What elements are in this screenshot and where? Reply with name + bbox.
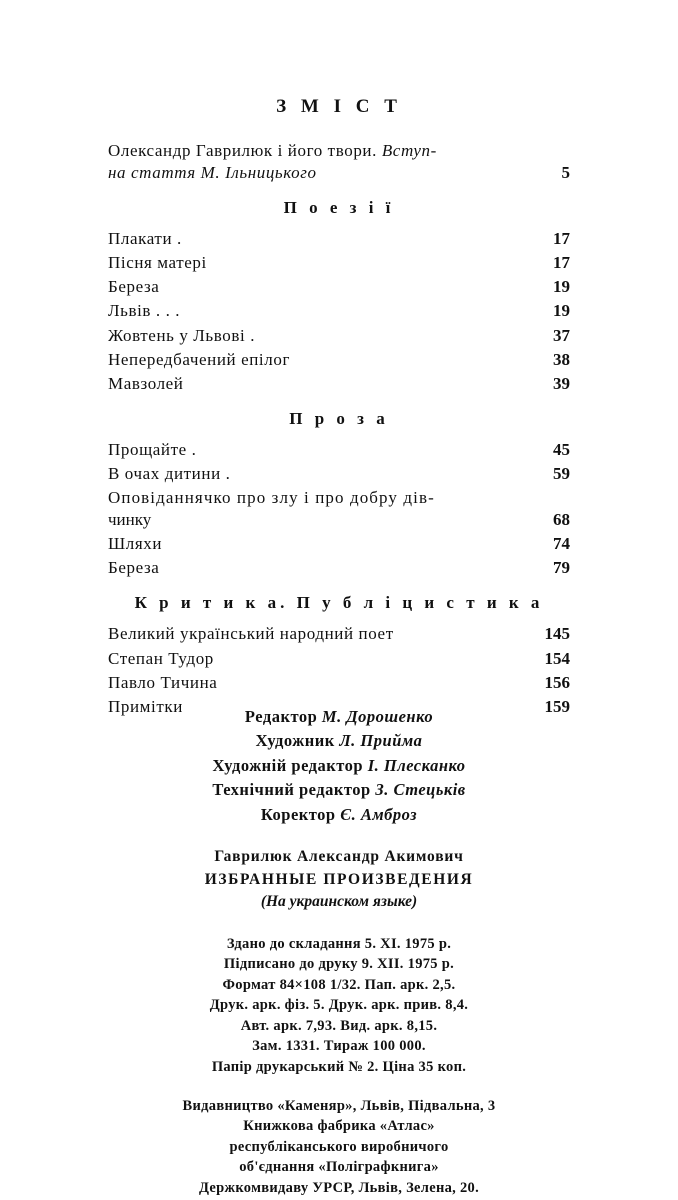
toc-entry-label-line2: чинку xyxy=(108,510,152,530)
toc-entry-pagenum: 68 xyxy=(553,510,570,530)
imprint-line: Формат 84×108 1/32. Пап. арк. 2,5. xyxy=(222,976,456,993)
credit-row xyxy=(0,705,678,728)
toc-entry-label: Жовтень у Львові . xyxy=(108,325,256,345)
toc-entry[interactable] xyxy=(108,623,570,645)
toc-entry-pagenum: 154 xyxy=(544,648,570,668)
credit-row xyxy=(0,729,678,752)
publisher-line: об'єднання «Поліграфкнига» xyxy=(239,1159,439,1176)
toc-entry[interactable] xyxy=(108,349,570,371)
imprint-line: Друк. арк. фіз. 5. Друк. арк. прив. 8,4. xyxy=(209,997,469,1014)
credit-role: Художник xyxy=(255,731,335,751)
toc-entry-pagenum: 159 xyxy=(544,696,570,716)
toc-entry-label-line1: Оповіданнячко про злу і про добру дів- xyxy=(108,488,435,508)
toc-entry-wrapped[interactable] xyxy=(108,487,570,531)
toc-entry-label: Плакати . xyxy=(108,229,182,249)
publisher-block xyxy=(0,1096,678,1199)
toc-entry-label: Львів . . . xyxy=(108,301,181,321)
toc-entry-pagenum: 19 xyxy=(553,301,570,321)
imprint-line: Папір друкарський № 2. Ціна 35 коп. xyxy=(211,1058,467,1075)
toc-entry-pagenum: 145 xyxy=(544,624,570,644)
toc-entry-pagenum: 19 xyxy=(553,277,570,297)
credit-name: Є. Амброз xyxy=(340,804,418,824)
section-heading-prose: П р о з а xyxy=(289,408,389,428)
section-entries-prose xyxy=(108,439,570,580)
toc-entry-intro-line2: на стаття М. Ільницького xyxy=(108,163,317,183)
toc-entry-intro-text-italic: Вступ- xyxy=(381,141,437,160)
imprint-line: Здано до складання 5. XI. 1975 р. xyxy=(226,935,452,952)
toc-entry-label: Степан Тудор xyxy=(108,648,214,668)
russian-title: ИЗБРАННЫЕ ПРОИЗВЕДЕНИЯ xyxy=(204,870,474,888)
toc-entry[interactable] xyxy=(108,557,570,579)
toc-entry-intro xyxy=(108,140,570,184)
credit-role: Коректор xyxy=(260,804,336,824)
toc-entry-pagenum: 156 xyxy=(544,672,570,692)
toc-entry-pagenum: 59 xyxy=(553,463,570,483)
toc-entry-pagenum: 17 xyxy=(553,229,570,249)
credits-block xyxy=(0,705,678,826)
table-of-contents xyxy=(108,96,570,720)
toc-entry[interactable] xyxy=(108,325,570,347)
credit-row xyxy=(0,803,678,826)
publisher-line: Книжкова фабрика «Атлас» xyxy=(243,1118,435,1135)
toc-entry-label: Павло Тичина xyxy=(108,672,218,692)
toc-entry[interactable] xyxy=(108,252,570,274)
toc-entry-pagenum: 39 xyxy=(553,373,570,393)
toc-entry-pagenum: 45 xyxy=(553,439,570,459)
toc-entry-label: Прощайте . xyxy=(108,439,197,459)
toc-entry-intro-line1 xyxy=(108,140,528,162)
imprint-line: Підписано до друку 9. XII. 1975 р. xyxy=(223,956,455,973)
page-title: З М І С Т xyxy=(276,96,402,117)
russian-author: Гаврилюк Александр Акимович xyxy=(214,848,464,866)
imprint-line: Авт. арк. 7,93. Вид. арк. 8,15. xyxy=(240,1017,438,1034)
credit-role: Технічний редактор xyxy=(212,780,371,800)
toc-entry-label: Великий український народний поет xyxy=(108,624,394,644)
section-heading-criticism: К р и т и к а. П у б л і ц и с т и к а xyxy=(134,593,544,613)
toc-entry-pagenum: 74 xyxy=(553,534,570,554)
toc-entry[interactable] xyxy=(108,373,570,395)
credit-role: Художній редактор xyxy=(212,755,364,775)
toc-entry[interactable] xyxy=(108,228,570,250)
credit-row xyxy=(0,778,678,801)
toc-entry-label: В очах дитини . xyxy=(108,463,231,483)
russian-title-block xyxy=(0,846,678,913)
toc-entry-label: Пісня матері xyxy=(108,253,207,273)
credit-name: З. Стецьків xyxy=(375,780,466,800)
imprint-block xyxy=(0,934,678,1078)
toc-entry[interactable] xyxy=(108,648,570,670)
publisher-line: Видавництво «Каменяр», Львів, Підвальна, 3 xyxy=(182,1097,496,1114)
toc-entry[interactable] xyxy=(108,276,570,298)
publisher-line: Держкомвидаву УРСР, Львів, Зелена, 20. xyxy=(198,1179,480,1196)
toc-entry-label: Мавзолей xyxy=(108,373,184,393)
toc-entry-label: Береза xyxy=(108,277,160,297)
credit-row xyxy=(0,754,678,777)
section-heading-poetry: П о е з і ї xyxy=(283,198,395,218)
toc-entry[interactable] xyxy=(108,300,570,322)
publisher-line: республіканського виробничого xyxy=(229,1138,449,1155)
toc-entry-label: Примітки xyxy=(108,696,183,716)
toc-entry-intro-pagenum: 5 xyxy=(561,163,570,183)
colophon xyxy=(0,705,678,1198)
toc-entry-pagenum: 37 xyxy=(553,325,570,345)
credit-name: Л. Прийма xyxy=(339,731,423,751)
toc-entry-label: Шляхи xyxy=(108,534,163,554)
section-entries-criticism xyxy=(108,623,570,717)
credit-role: Редактор xyxy=(244,707,318,726)
toc-entry-intro-text: Олександр Гаврилюк і його твори. xyxy=(108,141,377,160)
russian-language-note: (На украинском языке) xyxy=(260,893,418,911)
credit-name: М. Дорошенко xyxy=(321,707,434,726)
toc-entry-label: Береза xyxy=(108,558,160,578)
toc-entry-pagenum: 38 xyxy=(553,349,570,369)
toc-entry[interactable] xyxy=(108,439,570,461)
toc-entry-label: Непередбачений епілог xyxy=(108,349,291,369)
toc-entry-pagenum: 17 xyxy=(553,253,570,273)
toc-entry[interactable] xyxy=(108,463,570,485)
section-entries-poetry xyxy=(108,228,570,395)
toc-entry[interactable] xyxy=(108,672,570,694)
toc-entry-pagenum: 79 xyxy=(553,558,570,578)
credit-name: І. Плесканко xyxy=(367,755,466,775)
imprint-line: Зам. 1331. Тираж 100 000. xyxy=(252,1038,426,1055)
toc-entry[interactable] xyxy=(108,533,570,555)
